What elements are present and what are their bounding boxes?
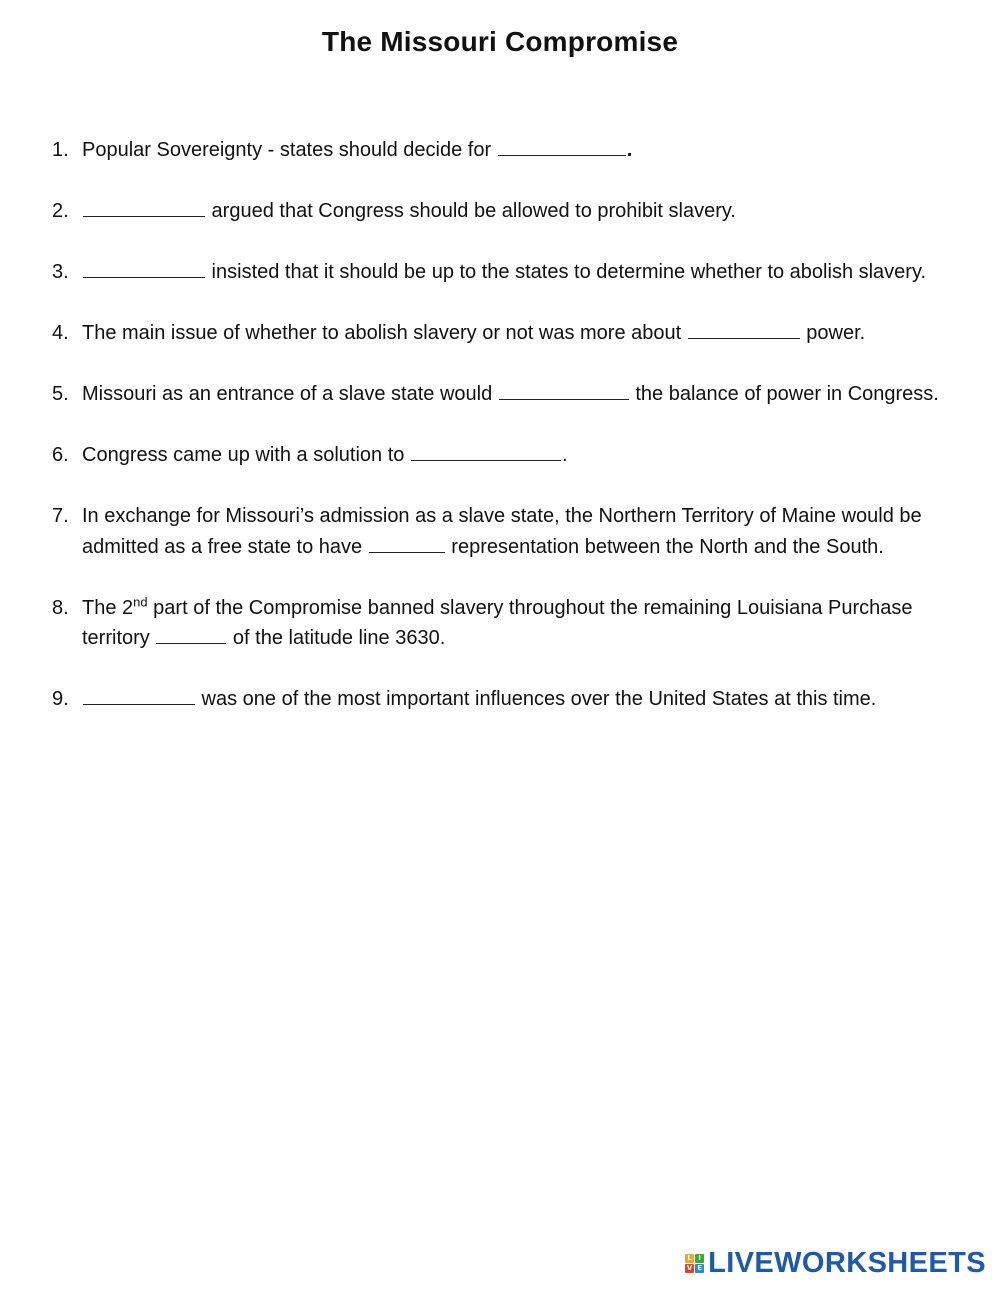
question-6 [52,440,982,471]
question-text: The main issue of whether to abolish slavery or not was more about [82,322,687,344]
logo-mark-icon [685,1254,704,1273]
question-number: 2. [52,200,69,222]
question-text: In exchange for Missouri’s admission as a slave state, the Northern Territory of Maine would be admitted as a free state to have [82,505,922,558]
question-7 [52,501,982,562]
answer-blank[interactable] [83,196,205,217]
answer-blank[interactable] [369,532,445,553]
question-text-cont: part of the Compromise banned slavery throughout the remaining Louisiana Purchase territory [82,596,913,649]
logo-mark-i: I [695,1254,704,1263]
logo-text: LIVEWORKSHEETS [708,1247,986,1279]
question-text-end: of the latitude line 3630. [227,627,446,649]
answer-blank[interactable] [83,684,195,705]
question-number: 8. [52,596,69,619]
liveworksheets-logo[interactable] [685,1247,986,1280]
question-2 [52,196,982,227]
question-text: was one of the most important influences over the United States at this time. [196,688,877,710]
question-number: 3. [52,261,69,283]
question-number: 9. [52,688,69,710]
logo-mark-l: L [685,1254,694,1263]
question-3 [52,257,982,288]
answer-blank[interactable] [83,257,205,278]
question-period: . [626,139,633,161]
question-4 [52,318,982,349]
question-text: Missouri as an entrance of a slave state would [82,383,498,405]
answer-blank[interactable] [411,440,561,461]
question-number: 6. [52,444,69,466]
question-list [52,135,982,745]
question-number: 4. [52,322,69,344]
question-text-end: power. [800,322,866,344]
question-text-end: representation between the North and the South. [445,535,884,558]
question-text: Popular Sovereignty - states should decide for [82,139,497,161]
question-8 [52,593,982,654]
question-text: Congress came up with a solution to [82,444,410,466]
answer-blank[interactable] [499,379,629,400]
question-number: 1. [52,139,69,161]
question-text-end: . [561,444,568,466]
question-number: 5. [52,383,69,405]
question-1 [52,135,982,166]
question-5 [52,379,982,410]
page-title: The Missouri Compromise [321,26,679,57]
question-text-end: the balance of power in Congress. [629,383,939,405]
answer-blank[interactable] [688,318,800,339]
logo-mark-v: V [686,1264,693,1272]
logo-mark-e: E [695,1264,704,1273]
answer-blank[interactable] [156,623,226,644]
ordinal-suffix: nd [133,593,148,609]
question-text: argued that Congress should be allowed to prohibit slavery. [206,200,736,222]
question-text: insisted that it should be up to the states to determine whether to abolish slavery. [206,261,927,283]
answer-blank[interactable] [498,135,626,156]
question-9 [52,684,982,715]
question-text: The 2 [82,596,134,619]
question-number: 7. [52,505,69,527]
